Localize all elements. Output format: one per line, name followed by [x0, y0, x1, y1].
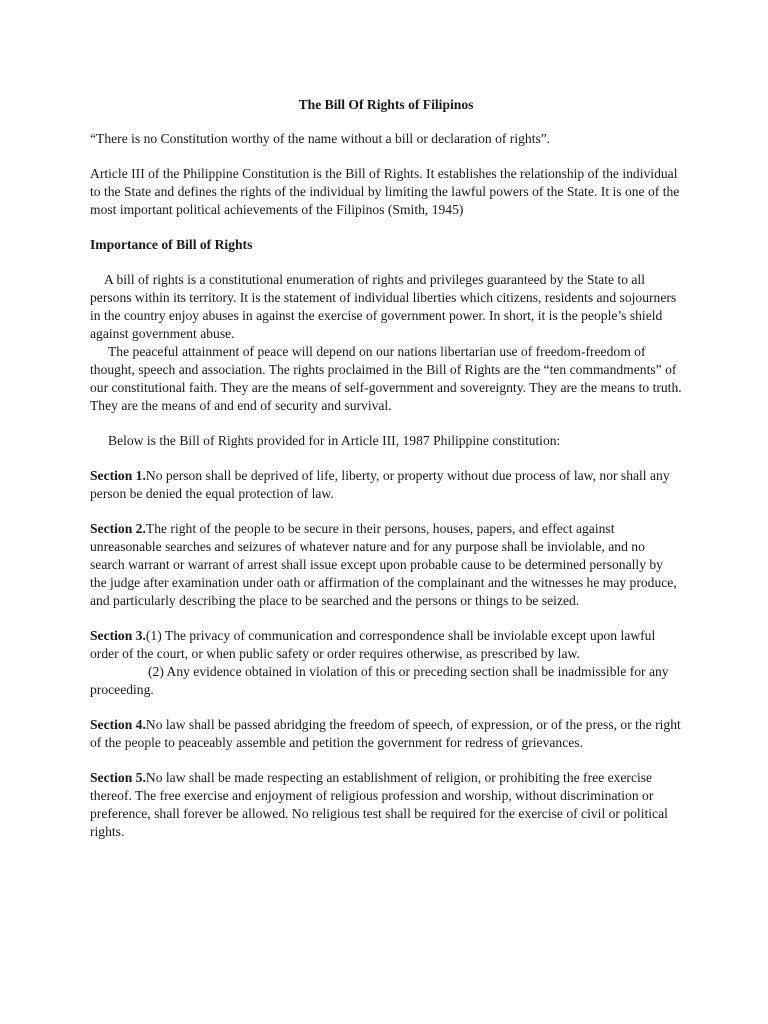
- section-2: [90, 520, 682, 610]
- article-intro-paragraph: Article III of the Philippine Constitution is the Bill of Rights. It establishes the relationship of the individual to the State and defines the rights of the individual by limiting the lawful powers of the State. It is one of the most important political achievements of the Filipinos (Smith, 1945): [90, 166, 680, 217]
- importance-heading: Importance of Bill of Rights: [90, 237, 253, 252]
- document-page: [90, 96, 682, 858]
- section-2-text: The right of the people to be secure in their persons, houses, papers, and effect against unreasonable searches and seizures of whatever nature and for any purpose shall be inviolable, and no search warrant or warrant of arrest shall issue except upon probable cause to be determined personally by the judge after examination under oath or affirmation of the complainant and the witnesses he may produce, and particularly describing the place to be searched and the persons or things to be seized.: [90, 521, 677, 608]
- section-3-subtext: (2) Any evidence obtained in violation of this or preceding section shall be inadmissible for any proceeding.: [90, 664, 669, 697]
- below-intro-paragraph: Below is the Bill of Rights provided for in Article III, 1987 Philippine constitution:: [108, 433, 561, 448]
- opening-quote: “There is no Constitution worthy of the name without a bill or declaration of rights”.: [90, 131, 551, 146]
- section-5-label: Section 5.: [90, 770, 146, 785]
- section-1: [90, 467, 682, 503]
- section-5-text: No law shall be made respecting an establishment of religion, or prohibiting the free exercise thereof. The free exercise and enjoyment of religious profession and worship, without discrimination or preference, shall forever be allowed. No religious test shall be required for the exercise of civil or political rights.: [90, 770, 668, 839]
- section-1-label: Section 1.: [90, 468, 146, 483]
- section-2-label: Section 2.: [90, 521, 146, 536]
- section-3-label: Section 3.: [90, 628, 146, 643]
- section-4: [90, 716, 682, 752]
- section-4-text: No law shall be passed abridging the freedom of speech, of expression, or of the press, or the right of the people to peaceably assemble and petition the government for redress of grievances.: [90, 717, 681, 750]
- section-3: [90, 627, 682, 663]
- section-3-text: (1) The privacy of communication and correspondence shall be inviolable except upon lawful order of the court, or when public safety or order requires otherwise, as prescribed by law.: [90, 628, 656, 661]
- importance-paragraph-2: The peaceful attainment of peace will depend on our nations libertarian use of freedom-freedom of thought, speech and association. The rights proclaimed in the Bill of Rights are the “ten commandments” of our constitutional faith. They are the means of self-government and sovereignty. They are the means to truth. They are the means of and end of security and survival.: [90, 344, 682, 413]
- section-1-text: No person shall be deprived of life, liberty, or property without due process of law, nor shall any person be denied the equal protection of law.: [90, 468, 670, 501]
- section-5: [90, 769, 682, 841]
- importance-paragraph-1: A bill of rights is a constitutional enumeration of rights and privileges guaranteed by the State to all persons within its territory. It is the statement of individual liberties which citizens, residents and sojourners in the country enjoy abuses in against the exercise of government power. In short, it is the people’s shield against government abuse.: [90, 272, 677, 341]
- section-4-label: Section 4.: [90, 717, 146, 732]
- document-title: The Bill Of Rights of Filipinos: [298, 97, 474, 112]
